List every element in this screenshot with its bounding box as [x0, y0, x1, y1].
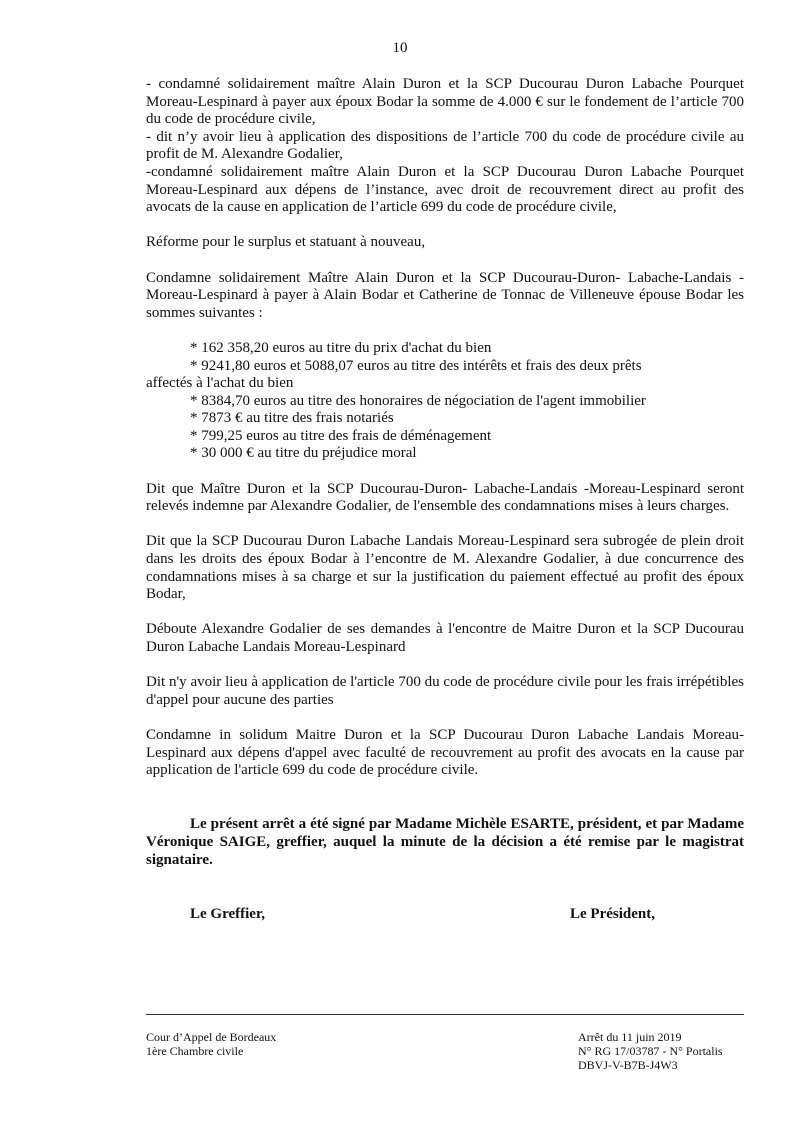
- paragraph-releves-indemne: Dit que Maître Duron et la SCP Ducourau-Duron- Labache-Landais -Moreau-Lespinard seront relevés indemne par Alexandre Godalier, de l'ensemble des condamnations mises à leurs charges.: [146, 480, 744, 515]
- footer-court-name: Cour d’Appel de Bordeaux: [146, 1030, 277, 1044]
- paragraph-condamne-depens: -condamné solidairement maître Alain Duron et la SCP Ducourau Duron Labache Pourquet Moreau-Lespinard aux dépens de l’instance, avec droit de recouvrement direct au profit des avocats de la cause en application de l’article 699 du code de procédure civile,: [146, 163, 744, 216]
- footer-decision-date: Arrêt du 11 juin 2019: [578, 1030, 682, 1044]
- list-item: * 7873 € au titre des frais notariés: [190, 410, 394, 427]
- list-item: * 30 000 € au titre du préjudice moral: [190, 445, 417, 462]
- paragraph-deboute: Déboute Alexandre Godalier de ses demandes à l'encontre de Maitre Duron et la SCP Ducourau Duron Labache Landais Moreau-Lespinard: [146, 621, 744, 655]
- footer-case-info: [578, 1030, 723, 1072]
- document-body: [146, 76, 744, 869]
- paragraph-subrogee: Dit que la SCP Ducourau Duron Labache Landais Moreau-Lespinard sera subrogée de plein droit dans les droits des époux Bodar à l’encontre de M. Alexandre Godalier, à due concurrence des condamnations mises à sa charge et sur la justification du paiement effectué au profit des époux Bodar,: [146, 533, 744, 603]
- president-signature-label: Le Président,: [570, 906, 655, 922]
- page-number: 10: [392, 40, 408, 56]
- paragraph-depens-appel: Condamne in solidum Maitre Duron et la SCP Ducourau Duron Labache Landais Moreau-Lespinard aux dépens d'appel avec faculté de recouvrement au profit des avocats en la cause par application de l'article 699 du code de procédure civile.: [146, 726, 744, 779]
- paragraph-reforme: Réforme pour le surplus et statuant à nouveau,: [146, 234, 426, 251]
- footer-chamber: 1ère Chambre civile: [146, 1044, 244, 1058]
- list-item: * 9241,80 euros et 5088,07 euros au titre des intérêts et frais des deux prêts: [190, 357, 642, 374]
- sums-list: [146, 340, 744, 463]
- paragraph-frais-irrepetibles: Dit n'y avoir lieu à application de l'article 700 du code de procédure civile pour les frais irrépétibles d'appel pour aucune des parties: [146, 674, 744, 708]
- footer-case-number: N° RG 17/03787 - N° Portalis: [578, 1044, 723, 1058]
- greffier-signature-label: Le Greffier,: [190, 906, 265, 922]
- paragraph-condamne-solidairement: Condamne solidairement Maître Alain Duron et la SCP Ducourau-Duron- Labache-Landais -Moreau-Lespinard à payer à Alain Bodar et Catherine de Tonnac de Villeneuve épouse Bodar les sommes suivantes :: [146, 269, 744, 321]
- footer-portalis-code: DBVJ-V-B7B-J4W3: [578, 1058, 678, 1072]
- list-item-continuation: affectés à l'achat du bien: [146, 375, 294, 392]
- list-item: * 8384,70 euros au titre des honoraires de négociation de l'agent immobilier: [190, 392, 646, 409]
- paragraph-dit-article-700: - dit n’y avoir lieu à application des dispositions de l’article 700 du code de procédure civile au profit de M. Alexandre Godalier,: [146, 128, 744, 163]
- footer-court-info: [146, 1030, 276, 1058]
- list-item: * 162 358,20 euros au titre du prix d'achat du bien: [190, 339, 492, 356]
- footer-divider: [146, 1014, 744, 1015]
- list-item: * 799,25 euros au titre des frais de déménagement: [190, 427, 492, 444]
- signature-statement: Le présent arrêt a été signé par Madame Michèle ESARTE, président, et par Madame Véronique SAIGE, greffier, auquel la minute de la décision a été remise par le magistrat signataire.: [146, 815, 744, 868]
- paragraph-condamne-article-700: - condamné solidairement maître Alain Duron et la SCP Ducourau Duron Labache Pourquet Moreau-Lespinard à payer aux époux Bodar la somme de 4.000 € sur le fondement de l’article 700 du code de procédure civile,: [146, 76, 744, 128]
